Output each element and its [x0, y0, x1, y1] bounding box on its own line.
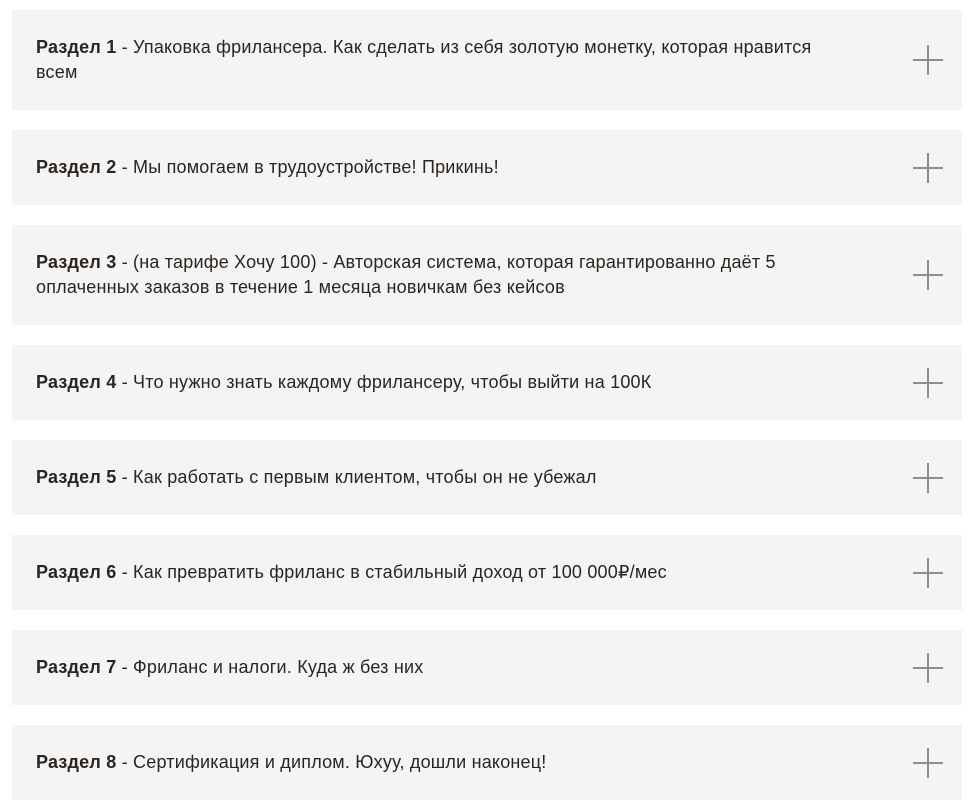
plus-icon[interactable] [912, 652, 944, 684]
accordion-section-header-2[interactable] [12, 130, 962, 205]
section-title [36, 250, 857, 300]
plus-icon[interactable] [912, 747, 944, 779]
section-title [36, 155, 499, 180]
section-separator: - [116, 157, 134, 177]
plus-icon[interactable] [912, 367, 944, 399]
section-title-text: Мы помогаем в трудоустройстве! Прикинь! [133, 157, 499, 177]
section-title-text: Упаковка фрилансера. Как сделать из себя золотую монетку, которая нравится всем [36, 37, 812, 82]
section-title [36, 655, 423, 680]
accordion-section-header-1[interactable] [12, 10, 962, 110]
plus-icon[interactable] [912, 259, 944, 291]
section-title-text: Как превратить фриланс в стабильный доход от 100 000₽/мес [133, 562, 667, 582]
section-prefix: Раздел 8 [36, 752, 117, 772]
section-title [36, 750, 546, 775]
section-prefix: Раздел 2 [36, 157, 117, 177]
accordion-section-header-8[interactable] [12, 725, 962, 800]
plus-icon[interactable] [912, 557, 944, 589]
section-title [36, 465, 597, 490]
accordion-section-header-5[interactable] [12, 440, 962, 515]
plus-icon[interactable] [912, 462, 944, 494]
section-separator: - [116, 467, 134, 487]
section-separator: - [116, 657, 134, 677]
accordion-section-header-7[interactable] [12, 630, 962, 705]
section-prefix: Раздел 3 [36, 252, 117, 272]
section-prefix: Раздел 7 [36, 657, 117, 677]
plus-icon[interactable] [912, 152, 944, 184]
accordion-section-header-6[interactable] [12, 535, 962, 610]
section-title [36, 35, 857, 85]
section-prefix: Раздел 1 [36, 37, 117, 57]
section-prefix: Раздел 4 [36, 372, 117, 392]
plus-icon[interactable] [912, 44, 944, 76]
section-title [36, 560, 667, 585]
section-title-text: Сертификация и диплом. Юхуу, дошли наконец! [133, 752, 547, 772]
section-title-text: Что нужно знать каждому фрилансеру, чтобы выйти на 100К [133, 372, 652, 392]
section-separator: - [116, 752, 134, 772]
section-title-text: (на тарифе Хочу 100) - Авторская система, которая гарантированно даёт 5 оплаченных заказов в течение 1 месяца новичкам без кейсов [36, 252, 776, 297]
section-prefix: Раздел 5 [36, 467, 117, 487]
section-title-text: Фриланс и налоги. Куда ж без них [133, 657, 424, 677]
section-separator: - [116, 562, 134, 582]
section-title [36, 370, 651, 395]
section-separator: - [116, 37, 134, 57]
section-separator: - [116, 252, 134, 272]
section-separator: - [116, 372, 134, 392]
section-title-text: Как работать с первым клиентом, чтобы он не убежал [133, 467, 597, 487]
section-prefix: Раздел 6 [36, 562, 117, 582]
accordion-section-header-3[interactable] [12, 225, 962, 325]
accordion-section-header-4[interactable] [12, 345, 962, 420]
